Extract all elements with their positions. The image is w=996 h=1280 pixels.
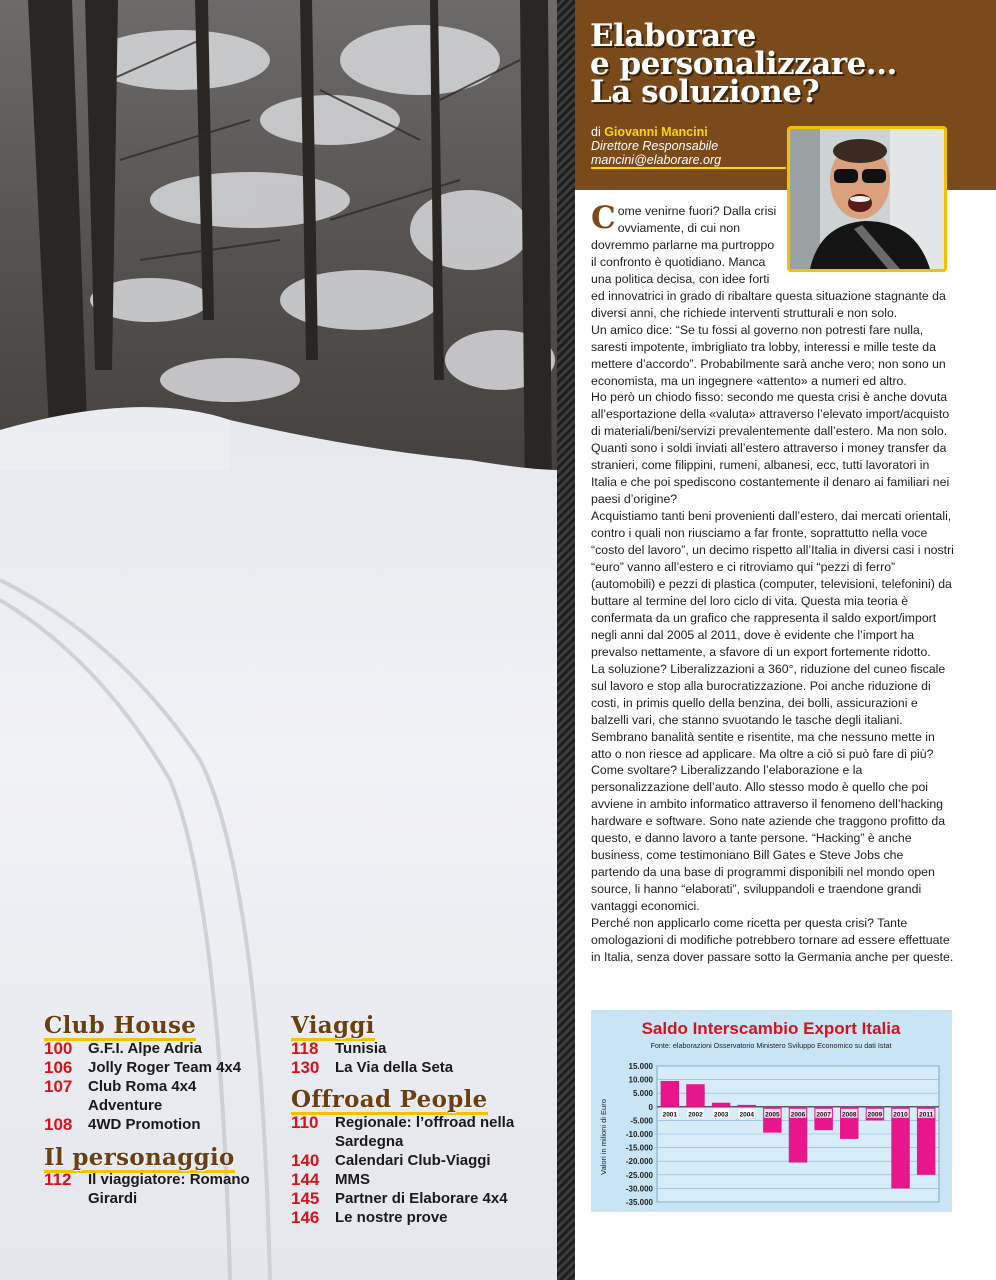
y-tick-label: 10.000 xyxy=(628,1075,653,1085)
author-name: Giovanni Mancini xyxy=(604,125,708,139)
section-title-personaggio xyxy=(44,1144,235,1173)
page-number: 110 xyxy=(291,1113,319,1132)
title-line: La soluzione? xyxy=(590,74,820,110)
author-role: Direttore Responsabile xyxy=(591,139,719,153)
y-tick-label: -35.000 xyxy=(625,1198,653,1207)
index-item-label: Calendari Club-Viaggi xyxy=(335,1152,491,1169)
page-number: 118 xyxy=(291,1039,319,1058)
chart-title: Saldo Interscambio Export Italia xyxy=(641,1019,901,1038)
article-body xyxy=(591,200,955,966)
x-tick-label: 2008 xyxy=(842,1111,857,1119)
section-title-text: Viaggi xyxy=(291,1012,375,1039)
byline-underline xyxy=(591,167,786,169)
bar-2010 xyxy=(891,1107,909,1189)
index-item[interactable] xyxy=(44,1039,284,1058)
section-title-text: Club House xyxy=(44,1012,197,1039)
index-item-label: G.F.I. Alpe Adria xyxy=(88,1040,202,1057)
index-item[interactable] xyxy=(44,1058,284,1077)
index-item-label: Partner di Elaborare 4x4 xyxy=(335,1190,508,1207)
chart-subtitle: Fonte: elaborazioni Osservatorio Ministero Sviluppo Economico su dati Istat xyxy=(650,1041,892,1050)
bar-2003 xyxy=(712,1103,730,1107)
page-number: 145 xyxy=(291,1189,320,1208)
paragraph: Ho però un chiodo fisso: secondo me questa crisi è anche dovuta all’esportazione della «valuta» attraverso l’elevato import/acquisto di materiali/beni/servizi prevalentemente dall’estero. Ma non solo. Quanti sono i soldi inviati all’estero attraverso i money transfer da stranieri, come filippini, rumeni, albanesi, ecc, tutti lavoratori in Italia e che poi spediscono costantemente il denaro ai familiari nei paesi d’origine? xyxy=(591,390,950,507)
title-line: Elaborare xyxy=(590,18,756,54)
x-axis-labels xyxy=(662,1109,935,1119)
x-tick-label: 2011 xyxy=(919,1111,934,1119)
x-tick-label: 2010 xyxy=(893,1111,908,1119)
section-title-text: Offroad People xyxy=(291,1086,488,1113)
index-item[interactable] xyxy=(291,1208,531,1227)
index-item-label: MMS xyxy=(335,1171,370,1188)
paragraph-text: ome venirne fuori? Dalla crisi ovviamente, di cui non dovremmo parlarne ma purtroppo il confronto è quotidiano. Manca una politica decisa, con idee forti ed innovatrici in grado di ribaltare questa situazione stagnante da diversi anni, che richiede interventi strutturali e non solo. xyxy=(591,204,946,320)
x-tick-label: 2004 xyxy=(739,1111,754,1119)
y-tick-label: 5.000 xyxy=(632,1089,653,1099)
author-email[interactable]: mancini@elaborare.org xyxy=(591,153,722,167)
drop-cap: C xyxy=(591,200,616,236)
paragraph: La soluzione? Liberalizzazioni a 360°, riduzione del cuneo fiscale sul lavoro e stop alla burocratizzazione. Poi anche riduzione di costi, in primis quello della benzina, dei bolli, assicurazioni e balzelli vari, che stanno svuotando le tasche degli italiani. Sembrano banalità sentite e risentite, ma che nessuno mette in atto o non riesce ad applicare. Ma oltre a ciò si può fare di più? Come svoltare? Liberalizzando l’elaborazione e la personalizzazione dell’auto. Allo stesso modo è quello che poi avviene in ambito informatico attraverso il fenomeno dell’hacking hardware e software. Sono nate aziende che traggono profitto da questo, e danno lavoro a tante persone. “Hacking” è anche business, come testimoniano Bill Gates e Steve Jobs che partendo da una base di programmi disponibili nel mondo open source, li hanno “elaborati”, sviluppandoli e traendone grandi vantaggi economici. xyxy=(591,661,946,914)
x-tick-label: 2005 xyxy=(765,1111,780,1119)
index-item[interactable] xyxy=(291,1189,531,1208)
bar-2001 xyxy=(661,1081,679,1107)
x-tick-label: 2001 xyxy=(662,1111,678,1119)
index-item[interactable] xyxy=(291,1151,531,1170)
y-tick-label: -25.000 xyxy=(625,1170,653,1180)
paragraph: Perché non applicarlo come ricetta per questa crisi? Tante omologazioni di modifiche potrebbero tornare ad essere effettuate in Italia, senza dover passare sotto la Germania anche per queste. xyxy=(591,916,954,964)
page-number: 146 xyxy=(291,1208,320,1227)
y-axis-ticks xyxy=(626,1062,654,1207)
index-item-label: Regionale: l’offroad nella Sardegna xyxy=(335,1114,515,1150)
x-tick-label: 2003 xyxy=(713,1111,729,1119)
page-number: 140 xyxy=(291,1151,320,1170)
x-tick-label: 2007 xyxy=(816,1111,831,1119)
article-title xyxy=(590,18,897,110)
section-title-club-house xyxy=(44,1012,196,1041)
title-line: e personalizzare... xyxy=(590,46,897,82)
paragraph: Acquistiamo tanti beni provenienti dall’estero, dai mercati orientali, contro i quali non riusciamo a far fronte, soprattutto nella voce “costo del lavoro”, un decimo rispetto all’Italia in diversi casi i nostri “euro” vanno all’estero e ci ritroviamo qui “pezzi di ferro” (automobili) e pezzi di plastica (computer, televisioni, telefonini) da buttare al termine del loro ciclo di vita. Questa mia teoria è confermata da un grafico che rappresenta il saldo export/import negli anni dal 2005 al 2011, dove è evidente che l’import ha prevalso nettamente, a sfavore di un export fortemente ridotto. xyxy=(591,509,954,659)
section-title-offroad-people xyxy=(291,1086,488,1115)
page-number: 112 xyxy=(44,1170,72,1189)
portrait-spacer xyxy=(779,203,955,273)
y-tick-label: -10.000 xyxy=(625,1130,653,1139)
index-item-label: Club Roma 4x4 Adventure xyxy=(88,1078,197,1114)
x-tick-label: 2009 xyxy=(867,1111,883,1119)
index-item[interactable] xyxy=(44,1170,254,1208)
y-tick-label: 0 xyxy=(648,1102,653,1112)
paragraph: Un amico dice: “Se tu fossi al governo non potresti fare nulla, saresti impotente, imbrigliato tra lobby, interessi e mille teste da mettere d’accordo”. Probabilmente sarà anche vero; non sono un economista, ma un ingegnere «attento» a numeri ed altro. xyxy=(591,322,946,388)
index-item-label: Jolly Roger Team 4x4 xyxy=(88,1059,242,1076)
bar-2002 xyxy=(686,1084,704,1107)
page-divider xyxy=(557,0,575,1280)
x-tick-label: 2006 xyxy=(790,1111,806,1119)
page-number: 100 xyxy=(44,1039,73,1058)
index-item[interactable] xyxy=(291,1039,531,1058)
page-number: 106 xyxy=(44,1058,73,1077)
y-tick-label: -30.000 xyxy=(625,1184,653,1194)
index-item-label: Tunisia xyxy=(335,1040,387,1057)
page-number: 108 xyxy=(44,1115,73,1134)
index-item[interactable] xyxy=(291,1113,531,1151)
y-tick-label: -20.000 xyxy=(625,1157,653,1167)
page-number: 130 xyxy=(291,1058,320,1077)
x-tick-label: 2002 xyxy=(688,1111,703,1119)
index-item[interactable] xyxy=(44,1115,284,1134)
page-number: 144 xyxy=(291,1170,320,1189)
y-axis-label: Valori in milioni di Euro xyxy=(599,1099,608,1175)
index-item-label: Il viaggiatore: Romano Girardi xyxy=(88,1171,250,1207)
index-item[interactable] xyxy=(291,1170,531,1189)
index-item[interactable] xyxy=(291,1058,531,1077)
y-tick-label: -15.000 xyxy=(625,1143,653,1153)
chart-canvas xyxy=(591,1010,952,1212)
export-balance-chart xyxy=(591,1010,952,1212)
y-tick-label: -5.000 xyxy=(630,1116,653,1126)
byline xyxy=(591,125,721,167)
section-title-text: Il personaggio xyxy=(44,1144,235,1171)
index-item-label: 4WD Promotion xyxy=(88,1116,201,1133)
byline-prefix: di xyxy=(591,125,601,139)
page-number: 107 xyxy=(44,1077,73,1096)
index-item-label: La Via della Seta xyxy=(335,1059,454,1076)
section-title-viaggi xyxy=(291,1012,375,1041)
index-item-label: Le nostre prove xyxy=(335,1209,448,1226)
index-item[interactable] xyxy=(44,1077,244,1115)
y-tick-label: 15.000 xyxy=(628,1062,653,1071)
bar-2004 xyxy=(737,1105,755,1107)
